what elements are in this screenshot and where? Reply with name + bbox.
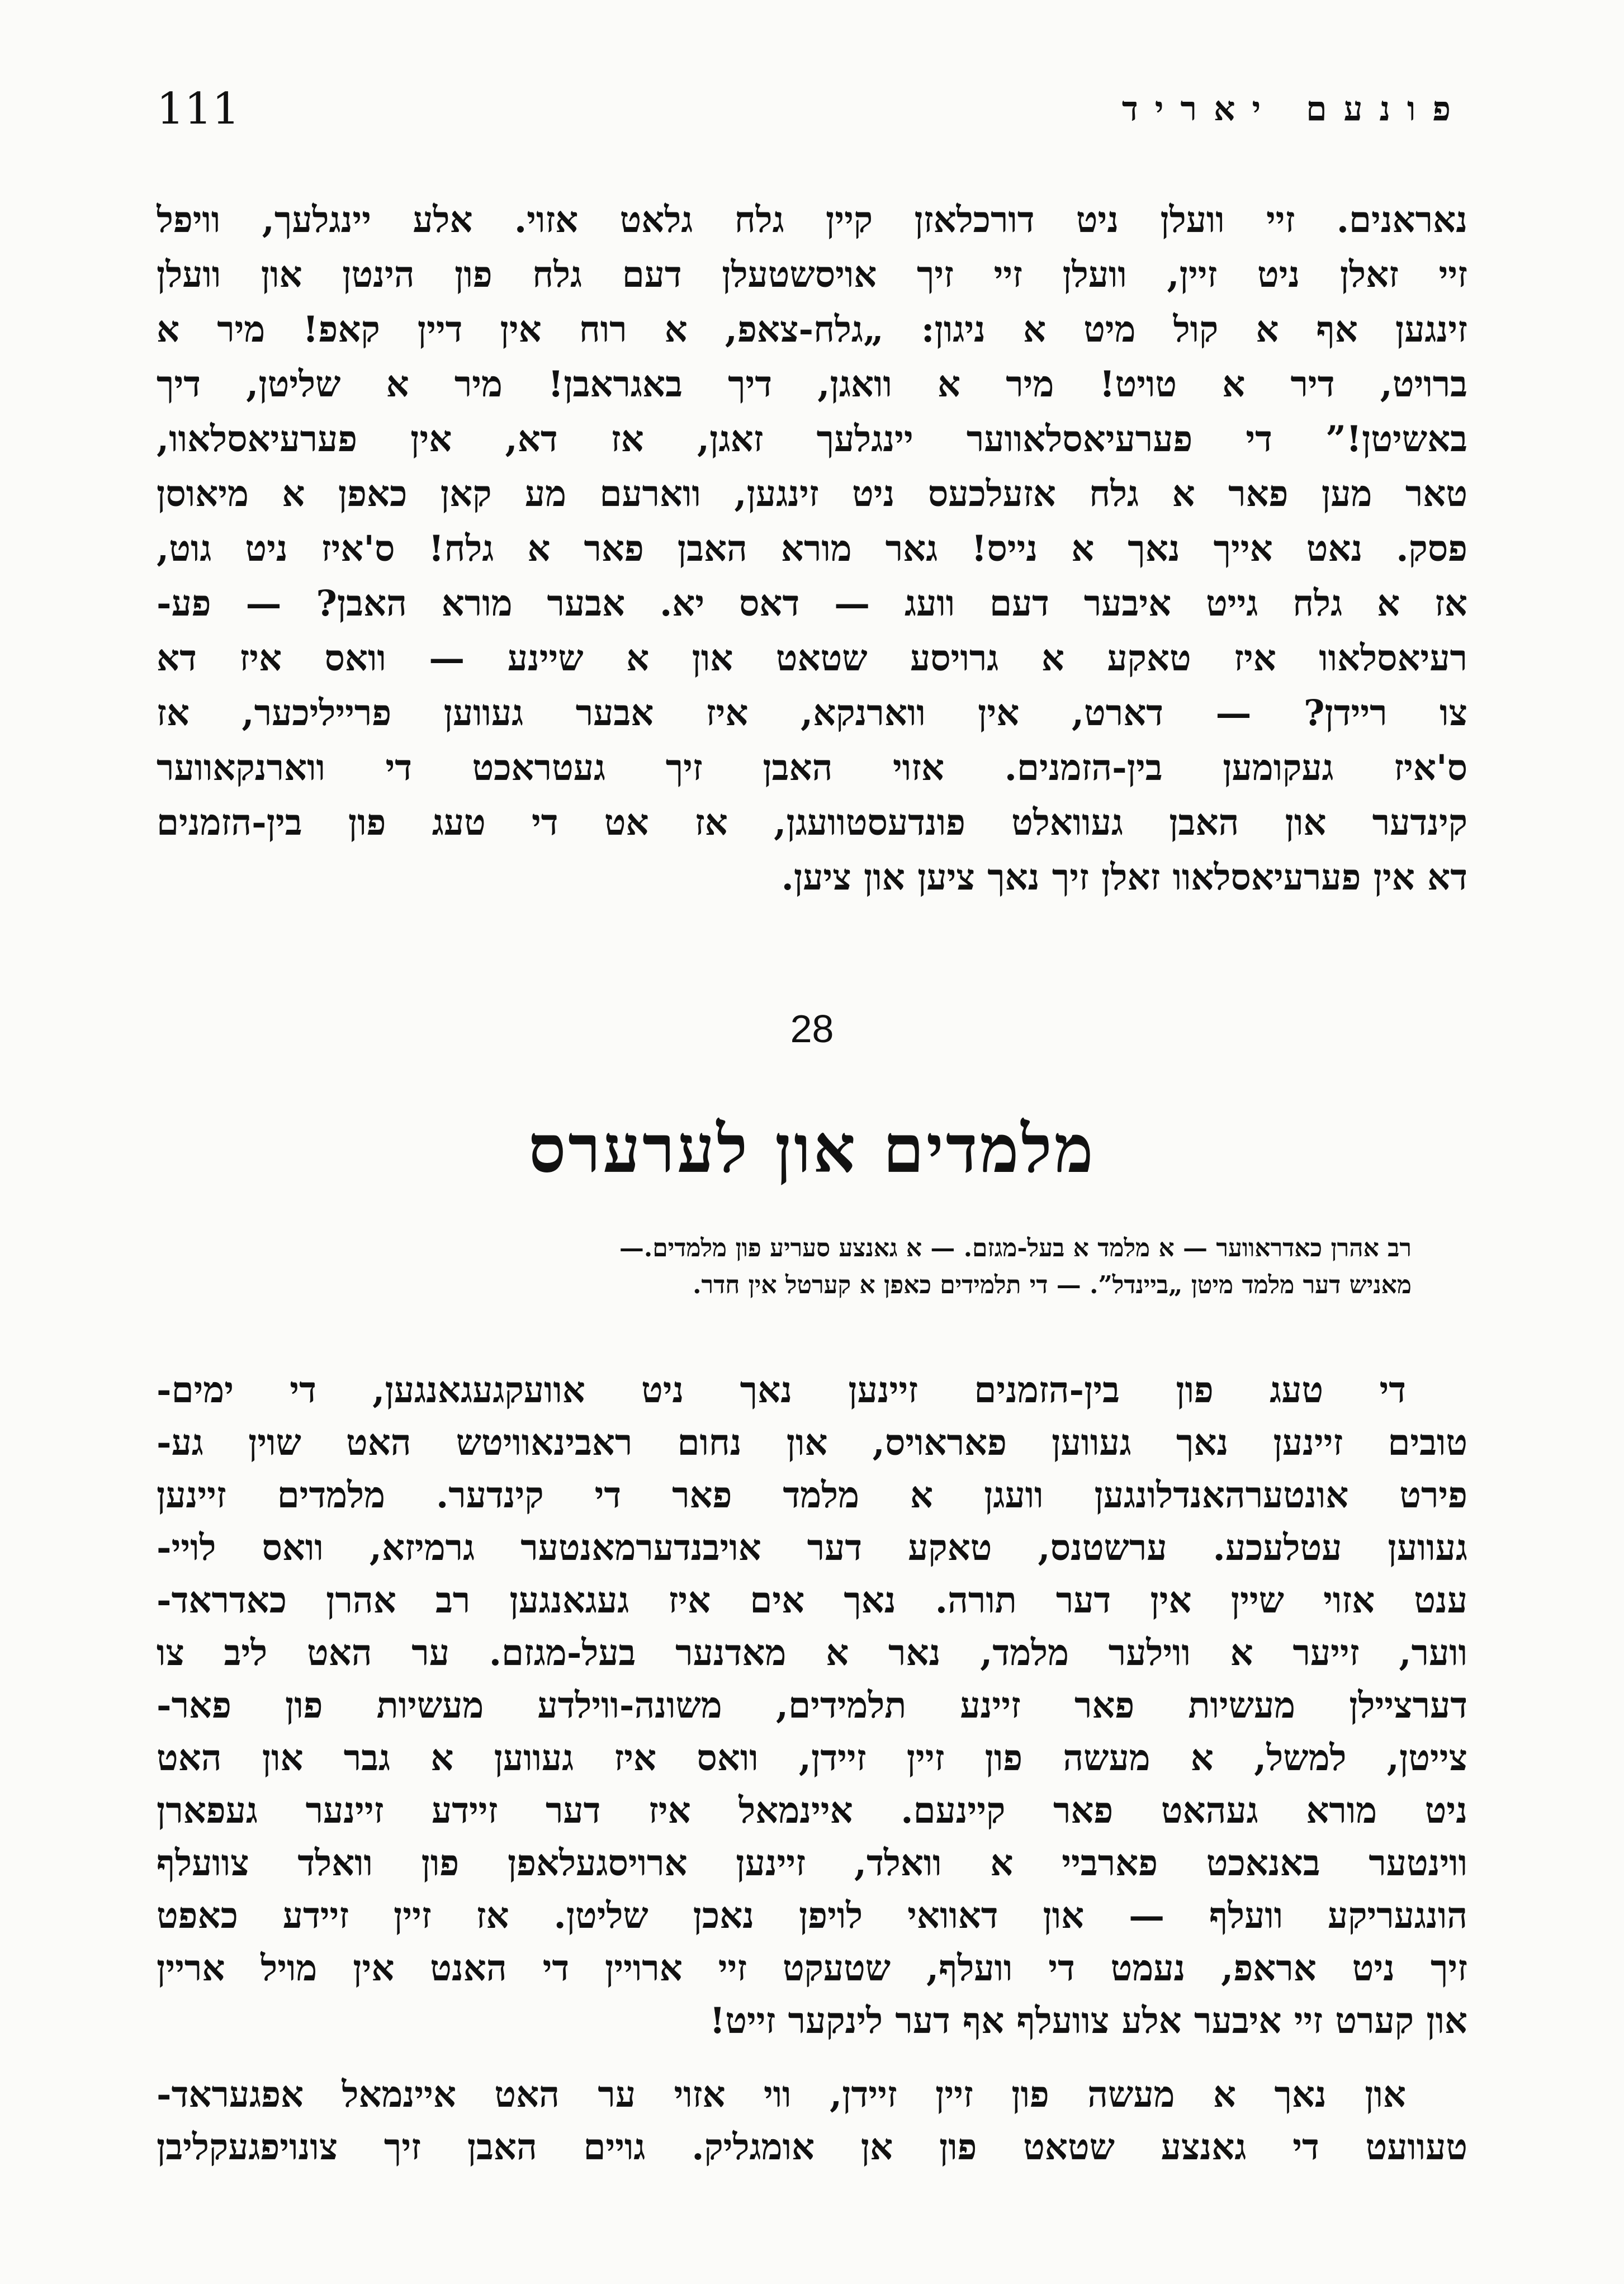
- text-line: און קערט זיי איבער אלע צוועלף אף דער לינקער זייט!: [709, 2000, 1467, 2042]
- text-line: קינדער און האבן געוואלט פונדעסטוועגן, אז אט די טעג פון בין-הזמנים: [157, 802, 1467, 844]
- text-line: טאר מען פאר א גלח אזעלכעס ניט זינגען, ווארעם מע קאן כאפן א מיאוסן: [157, 473, 1467, 515]
- page-header: [157, 84, 1467, 151]
- text-line: זיי זאלן ניט זיין, וועלן זיי זיך אויסשטעלן דעם גלח פון הינטן און וועלן: [157, 254, 1467, 296]
- text-line: געווען עטלעכע. ערשטנס, טאקע דער אויבנדערמאנטער גרמיזא, וואס לויי-: [157, 1527, 1467, 1569]
- text-line: באשיטן!” די פערעיאסלאווער יינגלעך זאגן, אז דא, אין פערעיאסלאוו,: [157, 418, 1467, 460]
- paragraph-continued: [157, 193, 1467, 905]
- text-line: נאראנים. זיי וועלן ניט דורכלאזן קיין גלח גלאט אזוי. אלע יינגלעך, וויפל: [157, 199, 1467, 241]
- paragraph: [157, 2069, 1467, 2174]
- text-line: און נאך א מעשה פון זיין זיידן, ווי אזוי ער האט איינמאל אפגעראד-: [157, 2074, 1406, 2116]
- text-line: ווער, זייער א ווילער מלמד, נאר א מאדנער בעל-מגזם. ער האט ליב צו: [157, 1632, 1467, 1674]
- text-line: ווינטער באנאכט פארביי א וואלד, זיינען ארויסגעלאפן פון וואלד צוועלף: [157, 1842, 1467, 1884]
- text-line: זיך ניט אראפ, נעמט די וועלף, שטעקט זיי ארויין די האנט אין מויל אריין: [157, 1947, 1467, 1989]
- paragraph: [157, 1364, 1467, 2047]
- text-line: דערציילן מעשיות פאר זיינע תלמידים, משונה-ווילדע מעשיות פון פאר-: [157, 1685, 1467, 1727]
- text-line: דא אין פערעיאסלאוו זאלן זיך נאך ציען און ציען.: [781, 857, 1467, 899]
- text-line: זינגען אף א קול מיט א ניגון: „גלח-צאפ, א רוח אין דיין קאפ! מיר א: [157, 309, 1467, 351]
- text-line: ענט אזוי שיין אין דער תורה. נאך אים איז געגאנגען רב אהרן כאדראד-: [157, 1580, 1467, 1621]
- text-line: ניט מורא געהאט פאר קיינעם. איינמאל איז דער זיידע זיינער געפארן: [157, 1790, 1467, 1832]
- synopsis-line: רב אהרן כאדראווער — א מלמד א בעל-מגזם. — א גאנצע סעריע פון מלמדים.—: [619, 1234, 1412, 1262]
- text-line: אז א גלח גייט איבער דעם וועג — דאס יא. אבער מורא האבן? — פע-: [157, 583, 1467, 625]
- text-line: צייטן, למשל, א מעשה פון זיין זיידן, וואס איז געווען א גבר און האט: [157, 1737, 1467, 1779]
- chapter-title: מלמדים און לערערס: [528, 1110, 1096, 1188]
- synopsis-line: מאניש דער מלמד מיטן „ביינדל”. — די תלמידים כאפן א קערטל אין חדר.: [693, 1271, 1412, 1299]
- text-line: ס'איז געקומען בין-הזמנים. אזוי האבן זיך געטראכט די ווארנקאווער: [157, 747, 1467, 789]
- text-line: טעוועט די גאנצע שטאט פון אן אומגליק. גויים האבן זיך צונויפגעקליבן: [157, 2126, 1467, 2168]
- chapter-number: 28: [790, 1007, 834, 1051]
- page-number: 111: [157, 84, 240, 134]
- text-line: צו ריידן? — דארט, אין ווארנקא, איז אבער געווען פרייליכער, אז: [157, 692, 1467, 734]
- text-line: פירט אונטערהאנדלונגען וועגן א מלמד פאר די קינדער. מלמדים זיינען: [157, 1474, 1467, 1516]
- text-line: הונגעריקע וועלף — און דאוואי לויפן נאכן שליטן. אז זיין זיידע כאפט: [157, 1895, 1467, 1937]
- text-line: פסק. נאט אייך נאך א נייס! גאר מורא האבן פאר א גלח! ס'איז ניט גוט,: [157, 528, 1467, 570]
- text-line: רעיאסלאוו איז טאקע א גרויסע שטאט און א שיינע — וואס איז דא: [157, 637, 1467, 679]
- text-line: די טעג פון בין-הזמנים זיינען נאך ניט אוועקגעגאנגען, די ימים-: [157, 1369, 1407, 1411]
- running-title: פונעם יאריד: [1121, 89, 1467, 129]
- chapter-synopsis: [218, 1230, 1412, 1304]
- text-line: ברויט, דיר א טויט! מיר א וואגן, דיך באגראבן! מיר א שליטן, דיך: [157, 363, 1467, 405]
- text-line: טובים זיינען נאך געווען פאראויס, און נחום ראבינאוויטש האט שוין גע-: [157, 1422, 1467, 1464]
